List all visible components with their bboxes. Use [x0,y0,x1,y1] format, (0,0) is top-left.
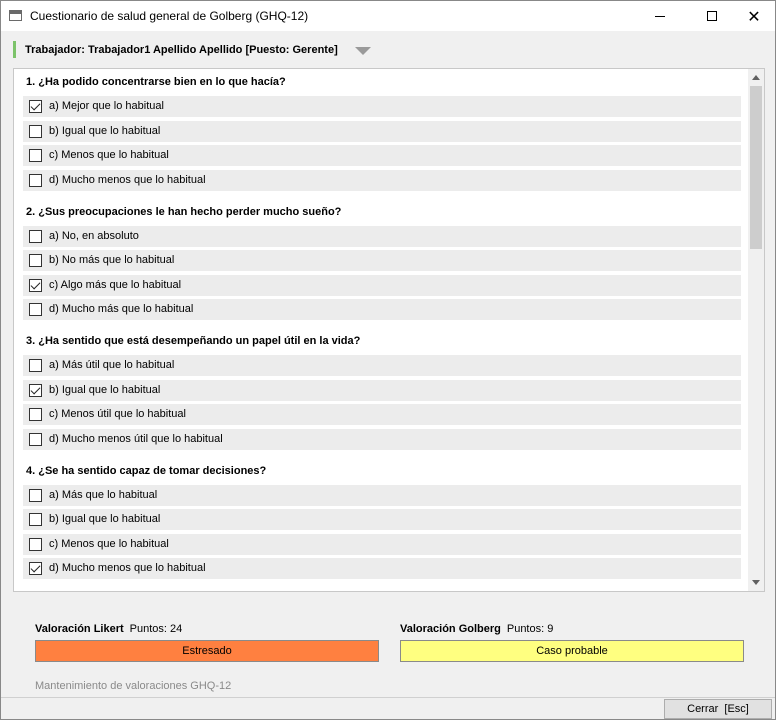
question-4-option-a[interactable] [23,485,741,506]
question-1-title: 1. ¿Ha podido concentrarse bien en lo que hacía? [26,76,286,88]
golberg-points: Puntos: 9 [506,623,554,635]
close-window-button[interactable] [731,1,776,31]
option-label: a) Mejor que lo habitual [49,100,164,112]
option-label: b) No más que lo habitual [49,254,175,266]
question-3-option-c[interactable] [23,404,741,425]
question-4-option-c[interactable] [23,534,741,555]
golberg-title: Valoración Golberg [400,623,501,635]
question-3-title: 3. ¿Ha sentido que está desempeñando un papel útil en la vida? [26,335,361,347]
checkbox[interactable] [29,359,42,372]
question-3-option-a[interactable] [23,355,741,376]
question-3-option-d[interactable] [23,429,741,450]
caret-down-icon[interactable] [355,47,371,55]
checkbox[interactable] [29,408,42,421]
golberg-heading [400,623,553,635]
option-label: d) Mucho menos que lo habitual [49,174,206,186]
window-title: Cuestionario de salud general de Golberg (GHQ-12) [30,9,309,23]
checkbox[interactable] [29,513,42,526]
footer-divider [1,697,775,698]
close-button[interactable] [664,699,772,719]
worker-label: Trabajador: Trabajador1 Apellido Apellido [Puesto: Gerente] [25,44,338,56]
minimize-button[interactable] [637,1,683,31]
option-label: c) Menos que lo habitual [49,538,169,550]
question-4-title: 4. ¿Se ha sentido capaz de tomar decisiones? [26,465,267,477]
option-label: a) No, en absoluto [49,230,139,242]
golberg-result-box [400,640,744,662]
maximize-icon [707,11,717,21]
checkbox[interactable] [29,100,42,113]
likert-result-box [35,640,379,662]
option-label: c) Algo más que lo habitual [49,279,182,291]
option-label: d) Mucho menos que lo habitual [49,562,206,574]
close-button-label: Cerrar [Esc] [687,703,749,715]
title-bar [1,1,775,31]
maximize-button[interactable] [689,1,735,31]
scroll-down-arrow-icon[interactable] [752,580,760,585]
checkbox[interactable] [29,303,42,316]
option-label: d) Mucho más que lo habitual [49,303,194,315]
checkbox[interactable] [29,562,42,575]
checkbox[interactable] [29,174,42,187]
checkbox[interactable] [29,538,42,551]
option-label: b) Igual que lo habitual [49,513,161,525]
option-label: b) Igual que lo habitual [49,125,161,137]
checkbox[interactable] [29,254,42,267]
question-2-option-b[interactable] [23,250,741,271]
minimize-icon [655,16,665,17]
option-label: c) Menos que lo habitual [49,149,169,161]
question-2-title: 2. ¿Sus preocupaciones le han hecho perder mucho sueño? [26,206,342,218]
option-label: b) Igual que lo habitual [49,384,161,396]
close-icon: ✕ [747,6,761,26]
checkbox[interactable] [29,384,42,397]
question-4-option-b[interactable] [23,509,741,530]
likert-points: Puntos: 24 [129,623,183,635]
questions-scroll-pane[interactable] [13,68,765,592]
question-2-option-c[interactable] [23,275,741,296]
checkbox[interactable] [29,230,42,243]
question-1-option-b[interactable] [23,121,741,142]
app-window-icon [9,10,22,21]
option-label: d) Mucho menos útil que lo habitual [49,433,223,445]
checkbox[interactable] [29,489,42,502]
question-1-option-c[interactable] [23,145,741,166]
question-1-option-d[interactable] [23,170,741,191]
option-label: c) Menos útil que lo habitual [49,408,186,420]
checkbox[interactable] [29,149,42,162]
scrollbar-thumb[interactable] [750,86,762,249]
scroll-up-arrow-icon[interactable] [752,75,760,80]
golberg-result: Caso probable [536,645,608,657]
vertical-scrollbar[interactable] [748,69,764,591]
checkbox[interactable] [29,279,42,292]
checkbox[interactable] [29,433,42,446]
worker-header[interactable] [13,39,373,61]
checkbox[interactable] [29,125,42,138]
option-label: a) Más que lo habitual [49,489,158,501]
question-4-option-d[interactable] [23,558,741,579]
header-accent-bar [13,41,16,58]
question-3-option-b[interactable] [23,380,741,401]
question-2-option-d[interactable] [23,299,741,320]
question-2-option-a[interactable] [23,226,741,247]
likert-result: Estresado [182,645,232,657]
question-1-option-a[interactable] [23,96,741,117]
maintenance-link[interactable]: Mantenimiento de valoraciones GHQ-12 [35,680,232,692]
likert-heading [35,623,182,635]
option-label: a) Más útil que lo habitual [49,359,175,371]
likert-title: Valoración Likert [35,623,124,635]
